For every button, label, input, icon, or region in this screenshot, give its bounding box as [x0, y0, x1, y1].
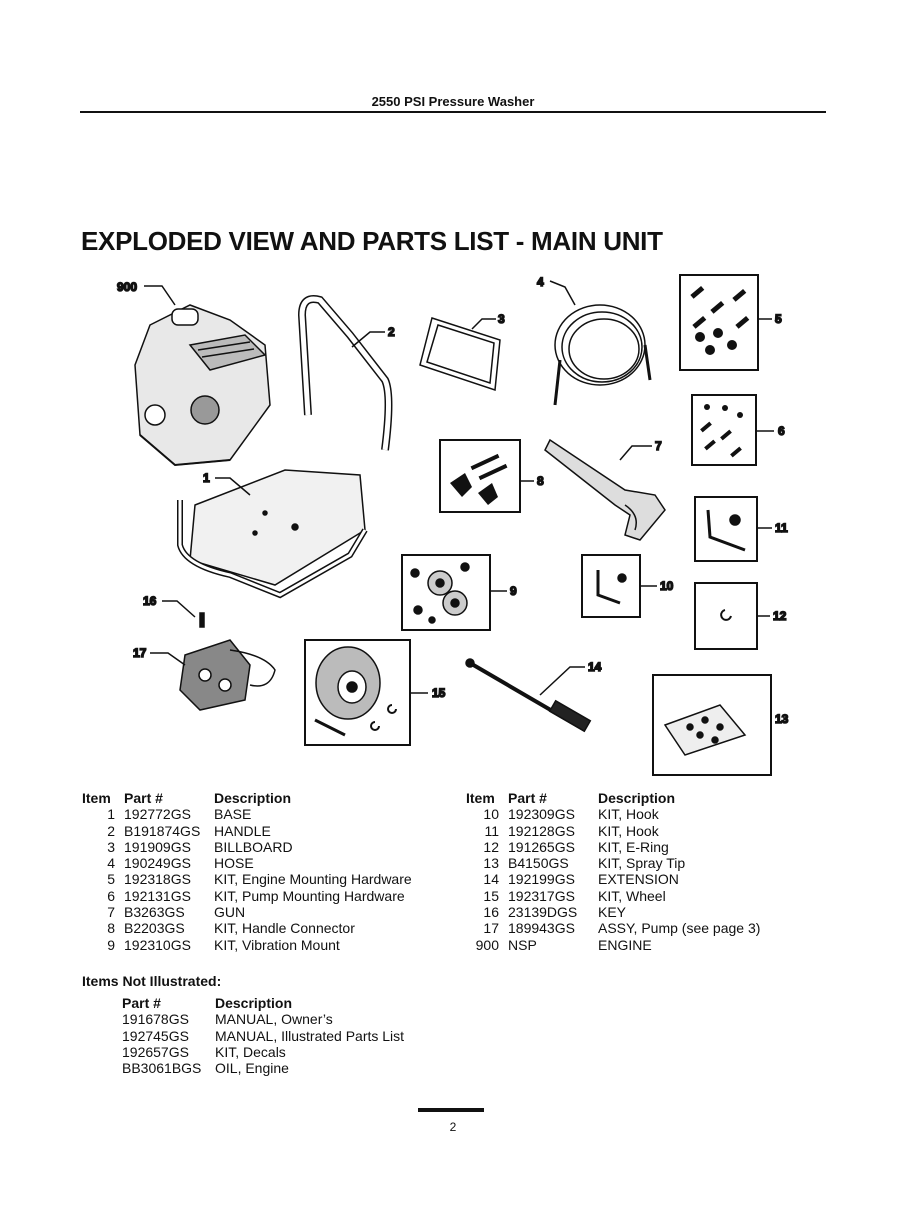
part-description: KIT, Pump Mounting Hardware — [214, 887, 405, 904]
hook-kit-10-box — [582, 555, 640, 617]
part-description: KEY — [598, 904, 627, 921]
table-row — [82, 937, 474, 953]
part-number: 192657GS — [122, 1043, 189, 1060]
handle-connector-parts — [450, 454, 507, 505]
item-number: 5 — [107, 871, 115, 888]
description-column-header: Description — [215, 995, 293, 1011]
part-number: NSP — [508, 936, 537, 953]
table-row — [82, 823, 474, 839]
parts-list-left-column — [82, 790, 474, 953]
part-number: 192318GS — [124, 871, 191, 888]
part-number: 192131GS — [124, 887, 191, 904]
table-row — [122, 1011, 404, 1027]
item-number: 6 — [107, 887, 115, 904]
part-description: MANUAL, Illustrated Parts List — [215, 1027, 405, 1044]
part-description: ASSY, Pump (see page 3) — [598, 920, 761, 937]
engine-hardware-bolts — [690, 286, 749, 355]
page-heading: EXPLODED VIEW AND PARTS LIST - MAIN UNIT — [81, 226, 663, 256]
hook-11-parts — [708, 510, 745, 550]
base-frame-illustration — [180, 470, 365, 595]
table-row — [466, 806, 858, 822]
table-row — [122, 1060, 404, 1076]
wheel-kit-parts — [315, 647, 396, 735]
part-number: 189943GS — [508, 920, 575, 937]
callout-11: 11 — [775, 521, 788, 535]
part-description: KIT, Decals — [215, 1043, 286, 1060]
pump-hardware-bolts — [700, 404, 743, 457]
item-number: 17 — [483, 920, 499, 937]
table-row — [122, 1044, 404, 1060]
item-number: 12 — [483, 838, 499, 855]
item-number: 10 — [483, 806, 499, 823]
table-row — [82, 904, 474, 920]
part-description: GUN — [214, 904, 246, 921]
callout-4: 4 — [537, 275, 544, 289]
item-number: 900 — [475, 936, 499, 953]
hose-illustration — [555, 305, 650, 405]
spray-tip-parts — [665, 705, 745, 755]
part-description: ENGINE — [598, 936, 652, 953]
engine-illustration — [135, 305, 270, 465]
part-description: EXTENSION — [598, 871, 679, 888]
part-description: KIT, Engine Mounting Hardware — [214, 871, 412, 888]
table-row — [82, 806, 474, 822]
table-row — [82, 888, 474, 904]
part-description: MANUAL, Owner’s — [215, 1011, 333, 1028]
part-description: BILLBOARD — [214, 838, 293, 855]
part-description: KIT, Wheel — [598, 887, 666, 904]
callout-2: 2 — [388, 325, 395, 339]
table-row — [82, 855, 474, 871]
table-row — [466, 823, 858, 839]
part-column-header: Part # — [124, 790, 163, 806]
item-number: 13 — [483, 855, 499, 872]
table-row — [466, 839, 858, 855]
table-row — [466, 937, 858, 953]
callout-9: 9 — [510, 584, 517, 598]
part-description: HANDLE — [214, 822, 271, 839]
part-number: 192199GS — [508, 871, 575, 888]
callout-14: 14 — [588, 660, 602, 674]
item-number: 11 — [484, 822, 499, 839]
part-column-header: Part # — [508, 790, 547, 806]
extension-wand-illustration — [466, 659, 590, 731]
header-rule — [80, 111, 826, 113]
part-number: 191678GS — [122, 1011, 189, 1028]
part-description: BASE — [214, 806, 252, 823]
part-number: 190249GS — [124, 855, 191, 872]
table-row — [122, 1028, 404, 1044]
part-number: 192745GS — [122, 1027, 189, 1044]
table-row — [82, 839, 474, 855]
item-number: 7 — [107, 904, 115, 921]
engine-hardware-kit-box — [680, 275, 758, 370]
handle-illustration — [302, 299, 389, 450]
part-description: KIT, Spray Tip — [598, 855, 686, 872]
part-number: 192128GS — [508, 822, 575, 839]
part-description: KIT, Hook — [598, 822, 659, 839]
item-number: 15 — [483, 887, 499, 904]
hook-kit-11-box — [695, 497, 757, 561]
item-column-header: Item — [82, 790, 111, 806]
table-row — [466, 904, 858, 920]
item-number: 1 — [107, 806, 115, 823]
part-description: KIT, E-Ring — [598, 838, 669, 855]
parts-list-header — [466, 790, 858, 806]
page-number: 2 — [449, 1120, 457, 1134]
part-description: OIL, Engine — [215, 1060, 289, 1077]
table-row — [82, 871, 474, 887]
part-description: HOSE — [214, 855, 254, 872]
callout-13: 13 — [775, 712, 789, 726]
document-header-title: 2550 PSI Pressure Washer — [371, 94, 535, 109]
callout-16: 16 — [143, 594, 157, 608]
part-number: 192317GS — [508, 887, 575, 904]
billboard-illustration — [420, 318, 500, 390]
part-description: KIT, Hook — [598, 806, 659, 823]
part-number: B2203GS — [124, 920, 185, 937]
callout-3: 3 — [498, 312, 505, 326]
part-number: B3263GS — [124, 904, 185, 921]
item-column-header: Item — [466, 790, 495, 806]
item-number: 8 — [107, 920, 115, 937]
parts-list-right-column — [466, 790, 858, 953]
part-description: KIT, Vibration Mount — [214, 936, 340, 953]
callout-15: 15 — [432, 686, 446, 700]
callout-12: 12 — [773, 609, 787, 623]
item-number: 14 — [483, 871, 499, 888]
callout-17: 17 — [133, 646, 147, 660]
callout-5: 5 — [775, 312, 782, 326]
callout-6: 6 — [778, 424, 785, 438]
exploded-view-diagram — [80, 265, 826, 785]
item-number: 3 — [107, 838, 115, 855]
item-number: 9 — [107, 936, 115, 953]
item-number: 16 — [483, 904, 499, 921]
items-not-illustrated-title: Items Not Illustrated: — [82, 973, 222, 989]
table-row — [466, 920, 858, 936]
table-row — [466, 871, 858, 887]
part-number: 192772GS — [124, 806, 191, 823]
part-number: 191265GS — [508, 838, 575, 855]
callout-1: 1 — [203, 471, 210, 485]
footer-bar — [418, 1108, 484, 1112]
part-number: B4150GS — [508, 855, 569, 872]
part-column-header: Part # — [122, 995, 161, 1011]
table-row — [466, 888, 858, 904]
table-row — [82, 920, 474, 936]
callout-7: 7 — [655, 439, 662, 453]
callout-10: 10 — [660, 579, 674, 593]
e-ring-kit-box — [695, 583, 757, 649]
items-not-illustrated-header — [122, 995, 404, 1011]
e-ring-part — [721, 610, 731, 620]
description-column-header: Description — [598, 790, 676, 806]
key-part — [200, 613, 204, 627]
items-not-illustrated-table — [122, 995, 404, 1076]
part-number: 192309GS — [508, 806, 575, 823]
spray-gun-illustration — [545, 440, 665, 540]
item-number: 4 — [107, 855, 115, 872]
callout-900: 900 — [117, 280, 138, 294]
item-number: 2 — [107, 822, 115, 839]
hook-10-parts — [598, 570, 626, 603]
part-number: 192310GS — [124, 936, 191, 953]
part-number: 191909GS — [124, 838, 191, 855]
table-row — [466, 855, 858, 871]
part-number: 23139DGS — [508, 904, 578, 921]
parts-list-header — [82, 790, 474, 806]
description-column-header: Description — [214, 790, 292, 806]
part-number: B191874GS — [124, 822, 201, 839]
pump-assembly-illustration — [180, 640, 275, 710]
callout-8: 8 — [537, 474, 544, 488]
part-description: KIT, Handle Connector — [214, 920, 355, 937]
part-number: BB3061BGS — [122, 1060, 202, 1077]
vibration-mount-parts — [411, 563, 469, 623]
